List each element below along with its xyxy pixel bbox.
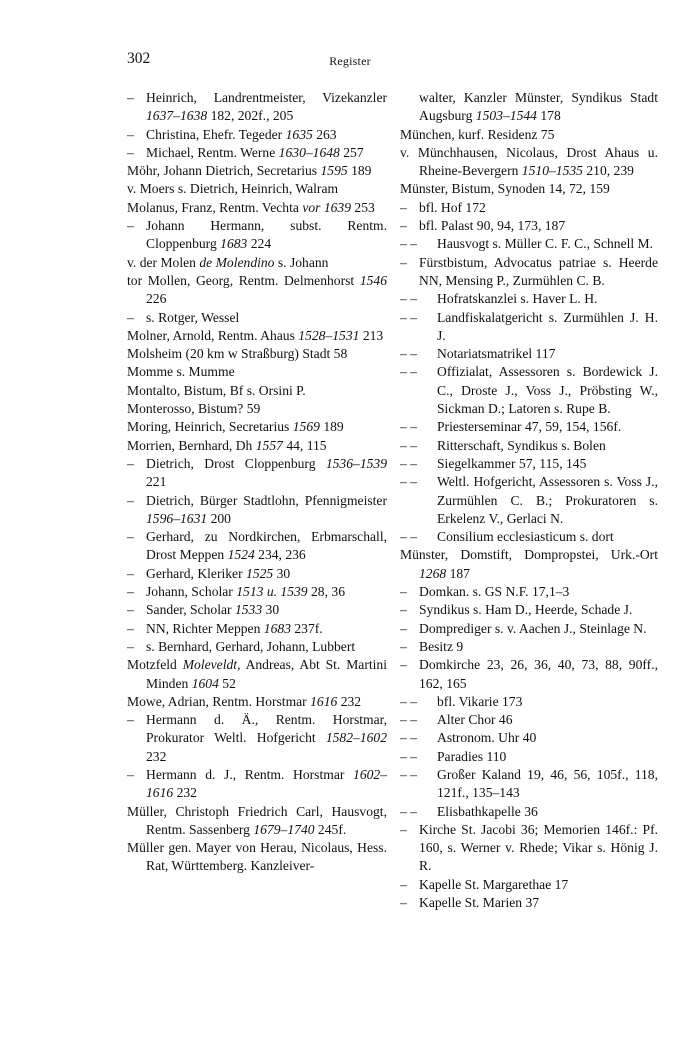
index-entry — [400, 601, 658, 619]
index-entry — [400, 620, 658, 638]
entry-text: Johann, Scholar — [146, 584, 237, 600]
entry-text: Kapelle St. Margarethae 17 — [419, 876, 569, 892]
entry-text: 28, 36 — [307, 584, 345, 600]
index-entry — [127, 345, 387, 363]
entry-dash: – – — [400, 437, 417, 453]
index-entry — [400, 180, 658, 198]
entry-text: Münster, Domstift, Dompropstei, Urk.-Ort — [400, 547, 658, 563]
index-entry — [400, 217, 658, 235]
index-entry — [400, 437, 658, 455]
entry-date: 1604 — [191, 675, 219, 691]
index-entry — [127, 455, 387, 492]
entry-text: Hausvogt s. Müller C. F. C., Schnell M. — [437, 236, 654, 252]
index-entry — [127, 126, 387, 144]
index-entry — [127, 839, 387, 876]
entry-text: Landfiskalatgericht s. Zurmühlen J. H. J. — [437, 309, 658, 343]
index-entry — [127, 583, 387, 601]
entry-text: Besitz 9 — [419, 638, 464, 654]
entry-text: bfl. Hof 172 — [419, 199, 486, 215]
entry-dash: – – — [400, 529, 417, 545]
index-entry — [127, 382, 387, 400]
index-entry — [400, 345, 658, 363]
index-entry — [400, 803, 658, 821]
entry-text: s. Bernhard, Gerhard, Johann, Lubbert — [146, 638, 356, 654]
index-entry — [400, 766, 658, 803]
entry-text: München, kurf. Residenz 75 — [400, 126, 555, 142]
entry-text: Möhr, Johann Dietrich, Secretarius — [127, 163, 321, 179]
entry-text: Monterosso, Bistum? 59 — [127, 401, 261, 417]
entry-dash: – — [127, 638, 134, 654]
entry-text: Weltl. Hofgericht, Assessoren s. Voss J., Zurmühlen C. B.; Prokuratoren s. Erkelenz V., Gerlaci N. — [437, 474, 658, 526]
entry-date: 1533 — [234, 602, 263, 618]
index-entry — [400, 583, 658, 601]
index-entry — [400, 528, 658, 546]
entry-text: Alter Chor 46 — [437, 712, 513, 728]
entry-text: Fürstbistum, Advocatus patriae s. Heerde NN, Mensing P., Zurmühlen C. B. — [419, 254, 658, 288]
entry-dash: – – — [400, 748, 417, 764]
index-entry — [400, 876, 658, 894]
entry-date: 1630–1648 — [278, 144, 340, 160]
entry-date: 1513 u. 1539 — [236, 584, 308, 600]
entry-text: 232 — [337, 693, 362, 709]
entry-text: Moring, Heinrich, Secretarius — [127, 419, 293, 435]
index-entry — [127, 492, 387, 529]
entry-text: Müller, Christoph Friedrich Carl, Hausvogt, Rentm. Sassenberg — [127, 803, 387, 837]
entry-dash: – — [400, 821, 407, 837]
entry-text: Molner, Arnold, Rentm. Ahaus — [127, 327, 299, 343]
index-entry — [400, 144, 658, 181]
index-entry — [400, 821, 658, 876]
entry-date: vor 1639 — [302, 199, 352, 215]
entry-text: 52 — [218, 675, 236, 691]
entry-dash: – – — [400, 364, 417, 380]
entry-dash: – — [127, 565, 134, 581]
entry-text: Astronom. Uhr 40 — [437, 730, 537, 746]
entry-text: 178 — [536, 108, 561, 124]
entry-text: 187 — [446, 565, 470, 581]
entry-text: Molsheim (20 km w Straßburg) Stadt 58 — [127, 346, 348, 362]
entry-text: Dietrich, Drost Cloppenburg — [146, 455, 326, 471]
entry-date: 1268 — [419, 565, 447, 581]
index-entry — [127, 400, 387, 418]
index-entry — [127, 528, 387, 565]
index-entry — [127, 803, 387, 840]
entry-text: Sander, Scholar — [146, 602, 235, 618]
entry-dash: – — [127, 766, 134, 782]
entry-text: Hofratskanzlei s. Haver L. H. — [437, 291, 598, 307]
entry-dash: – — [127, 620, 134, 636]
entry-text: Johann Hermann, subst. Rentm. Cloppenburg — [146, 218, 387, 252]
entry-text: 253 — [351, 199, 375, 215]
entry-dash: – — [400, 254, 407, 270]
entry-text: Heinrich, Landrentmeister, Vizekanzler — [146, 90, 387, 105]
entry-text: tor Mollen, Georg, Rentm. Delmenhorst — [127, 272, 360, 288]
index-entry — [400, 126, 658, 144]
entry-dash: – — [127, 309, 134, 325]
index-entry — [400, 711, 658, 729]
entry-dash: – — [127, 492, 134, 508]
entry-text: 224 — [247, 236, 272, 252]
index-entry — [127, 144, 387, 162]
index-entry — [400, 748, 658, 766]
entry-dash: – – — [400, 309, 417, 325]
entry-text: Ritterschaft, Syndikus s. Bolen — [437, 437, 606, 453]
entry-text: v. Münchhausen, Nicolaus, Drost Ahaus u. Rheine-Bevergern — [400, 144, 658, 179]
entry-dash: – — [127, 126, 134, 142]
entry-dash: – — [127, 455, 134, 471]
entry-date: 1616 — [310, 693, 338, 709]
index-entry — [400, 473, 658, 528]
index-entry — [400, 455, 658, 473]
entry-text: Hermann d. Ä., Rentm. Horstmar, Prokurator Weltl. Hofgericht — [146, 712, 387, 746]
entry-text: Gerhard, zu Nordkirchen, Erbmarschall, Drost Meppen — [146, 529, 387, 563]
entry-date: 1510–1535 — [521, 163, 583, 179]
index-entry — [127, 89, 387, 126]
entry-text: 221 — [146, 474, 167, 490]
page-number: 302 — [127, 50, 151, 67]
entry-text: Dietrich, Bürger Stadtlohn, Pfennigmeister — [146, 492, 387, 508]
entry-text: Priesterseminar 47, 59, 154, 156f. — [437, 419, 622, 435]
index-entry — [127, 327, 387, 345]
entry-date: 1595 — [320, 163, 348, 179]
index-entry — [400, 638, 658, 656]
entry-date: 1546 — [359, 272, 387, 288]
entry-dash: – — [127, 584, 134, 600]
index-entry — [127, 656, 387, 693]
entry-text: Kapelle St. Marien 37 — [419, 895, 540, 911]
entry-dash: – — [127, 712, 134, 728]
entry-dash: – — [127, 529, 134, 545]
index-column-right — [400, 89, 658, 912]
entry-text: 237f. — [290, 620, 323, 636]
entry-text: bfl. Palast 90, 94, 173, 187 — [419, 218, 566, 234]
entry-text: Kirche St. Jacobi 36; Memorien 146f.: Pf. 160, s. Werner v. Rhede; Vikar s. Hönig J. R. — [419, 821, 658, 874]
entry-date: 1635 — [285, 126, 313, 142]
index-entry — [400, 894, 658, 912]
entry-dash: – – — [400, 455, 417, 471]
entry-dash: – — [400, 199, 407, 215]
entry-dash: – — [127, 218, 134, 234]
index-entry — [400, 729, 658, 747]
entry-dash: – — [400, 895, 407, 911]
index-entry — [127, 254, 387, 272]
entry-text: , Andreas, Abt St. Martini Minden — [146, 657, 387, 691]
entry-text: bfl. Vikarie 173 — [437, 693, 523, 709]
entry-text: Paradies 110 — [437, 748, 507, 764]
index-entry — [400, 235, 658, 253]
entry-text: NN, Richter Meppen — [146, 620, 264, 636]
entry-text: s. Rotger, Wessel — [146, 309, 240, 325]
entry-text: 232 — [173, 785, 197, 801]
entry-text: Morrien, Bernhard, Dh — [127, 437, 256, 453]
entry-date: 1596–1631 — [146, 510, 208, 526]
index-entry — [127, 437, 387, 455]
entry-text: Syndikus s. Ham D., Heerde, Schade J. — [419, 602, 633, 618]
index-entry — [400, 290, 658, 308]
entry-date: 1637–1638 — [146, 108, 208, 124]
entry-text: 213 — [359, 327, 384, 343]
index-entry — [400, 254, 658, 291]
index-entry — [400, 89, 658, 126]
entry-date: 1557 — [255, 437, 283, 453]
index-entry — [127, 766, 387, 803]
entry-date: 1528–1531 — [298, 327, 360, 343]
entry-dash: – – — [400, 474, 417, 490]
index-entry — [127, 199, 387, 217]
entry-dash: – — [400, 638, 407, 654]
index-entry — [127, 711, 387, 766]
index-entry — [127, 638, 387, 656]
index-entry — [400, 546, 658, 583]
entry-dash: – — [127, 144, 134, 160]
index-entry — [127, 180, 387, 198]
entry-date: 1569 — [292, 419, 320, 435]
index-entry — [400, 418, 658, 436]
entry-dash: – – — [400, 236, 417, 252]
entry-dash: – – — [400, 346, 417, 362]
entry-text: 44, 115 — [282, 437, 327, 453]
entry-dash: – – — [400, 766, 417, 782]
entry-text: s. Johann — [274, 254, 329, 270]
entry-text: Montalto, Bistum, Bf s. Orsini P. — [127, 382, 306, 398]
entry-text: Münster, Bistum, Synoden 14, 72, 159 — [400, 181, 610, 197]
entry-text: Mowe, Adrian, Rentm. Horstmar — [127, 693, 311, 709]
entry-date: 1602–1616 — [146, 766, 387, 801]
entry-text: Müller gen. Mayer von Herau, Nicolaus, Hess. Rat, Württemberg. Kanzleiver- — [127, 840, 387, 874]
entry-text: v. Moers s. Dietrich, Heinrich, Walram — [127, 181, 339, 197]
index-entry — [400, 309, 658, 346]
entry-text: 234, 236 — [254, 547, 306, 563]
entry-text: Hermann d. J., Rentm. Horstmar — [146, 766, 354, 782]
index-entry — [127, 565, 387, 583]
entry-date: Moleveldt — [182, 657, 238, 673]
entry-dash: – – — [400, 803, 417, 819]
entry-text: Gerhard, Kleriker — [146, 565, 247, 581]
entry-text: Motzfeld — [127, 657, 183, 673]
entry-text: walter, Kanzler Münster, Syndikus Stadt Augsburg — [419, 90, 658, 124]
entry-text: 189 — [347, 163, 372, 179]
index-entry — [127, 162, 387, 180]
index-entry — [127, 693, 387, 711]
entry-text: 30 — [273, 565, 291, 581]
entry-date: 1679–1740 — [253, 821, 315, 837]
entry-date: 1503–1544 — [475, 108, 537, 124]
entry-dash: – – — [400, 712, 417, 728]
entry-text: 30 — [262, 602, 280, 618]
entry-dash: – – — [400, 693, 417, 709]
index-entry — [127, 363, 387, 381]
index-entry — [400, 656, 658, 693]
entry-dash: – — [400, 620, 407, 636]
running-head: Register — [329, 54, 371, 68]
entry-text: Consilium ecclesiasticum s. dort — [437, 529, 614, 545]
entry-text: Großer Kaland 19, 46, 56, 105f., 118, 121f., 135–143 — [437, 766, 658, 801]
index-entry — [127, 601, 387, 619]
entry-text: 182, 202f., 205 — [207, 108, 294, 124]
entry-text: Domprediger s. v. Aachen J., Steinlage N. — [419, 620, 647, 636]
entry-text: 263 — [312, 126, 337, 142]
entry-text: Domkirche 23, 26, 36, 40, 73, 88, 90ff., 162, 165 — [419, 657, 658, 691]
entry-text: Momme s. Mumme — [127, 364, 235, 380]
entry-text: 189 — [319, 419, 344, 435]
entry-dash: – – — [400, 730, 417, 746]
index-entry — [400, 693, 658, 711]
entry-dash: – — [127, 90, 134, 105]
index-entry — [127, 309, 387, 327]
index-entry — [127, 272, 387, 309]
entry-text: Offizialat, Assessoren s. Bordewick J. C., Droste J., Voss J., Pröbsting W., Sickman D.; Latoren s. Rupe B. — [437, 364, 658, 417]
entry-date: de Molendino — [199, 254, 275, 270]
index-entry — [127, 620, 387, 638]
entry-text: 257 — [339, 144, 364, 160]
entry-text: 232 — [146, 748, 167, 764]
entry-date: 1524 — [227, 547, 255, 563]
entry-text: 210, 239 — [582, 163, 634, 179]
index-entry — [127, 217, 387, 254]
entry-text: Domkan. s. GS N.F. 17,1–3 — [419, 584, 570, 600]
entry-date: 1582–1602 — [325, 730, 387, 746]
entry-text: v. der Molen — [127, 254, 200, 270]
entry-text: 226 — [146, 291, 167, 307]
entry-text: 245f. — [314, 821, 347, 837]
entry-date: 1683 — [220, 236, 248, 252]
entry-text: Elisbathkapelle 36 — [437, 803, 538, 819]
entry-dash: – — [400, 657, 407, 673]
entry-dash: – — [127, 602, 134, 618]
entry-dash: – — [400, 218, 407, 234]
index-entry — [400, 363, 658, 418]
entry-date: 1536–1539 — [325, 455, 387, 471]
entry-dash: – — [400, 876, 407, 892]
entry-text: Molanus, Franz, Rentm. Vechta — [127, 199, 303, 215]
entry-text: Christina, Ehefr. Tegeder — [146, 126, 286, 142]
entry-date: 1525 — [246, 565, 274, 581]
entry-text: Siegelkammer 57, 115, 145 — [437, 455, 587, 471]
index-entry — [400, 199, 658, 217]
entry-dash: – — [400, 584, 407, 600]
entry-text: 200 — [207, 510, 231, 526]
entry-text: Michael, Rentm. Werne — [146, 144, 279, 160]
entry-dash: – — [400, 602, 407, 618]
entry-date: 1683 — [263, 620, 291, 636]
entry-dash: – – — [400, 291, 417, 307]
entry-text: Notariatsmatrikel 117 — [437, 346, 556, 362]
entry-dash: – – — [400, 419, 417, 435]
index-column-left — [127, 89, 387, 876]
index-entry — [127, 418, 387, 436]
